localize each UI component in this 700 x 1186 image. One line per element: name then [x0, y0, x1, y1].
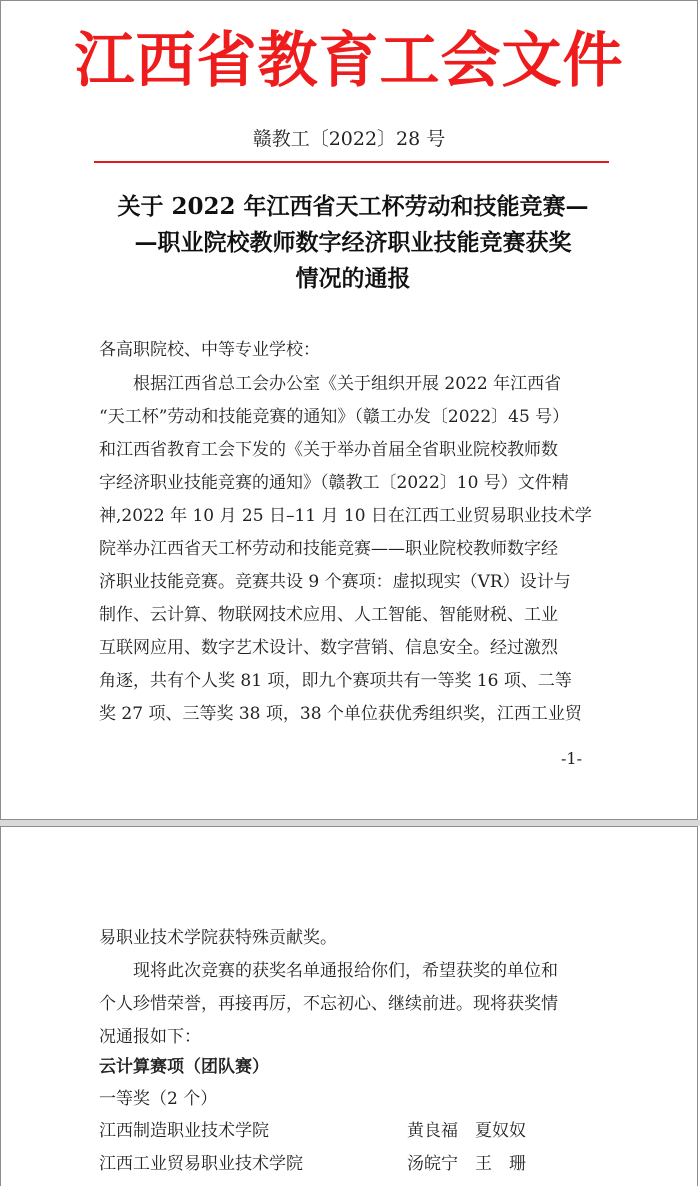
body-line: 互联网应用、数字艺术设计、数字营销、信息安全。经过激烈 [99, 638, 558, 658]
body-line: 字经济职业技能竞赛的通知》（赣教工〔2022〕10 号）文件精 [99, 473, 569, 493]
body-line: 个人珍惜荣誉，再接再厉，不忘初心、继续前进。现将获奖情 [99, 994, 558, 1014]
body-line: 制作、云计算、物联网技术应用、人工智能、智能财税、工业 [99, 605, 558, 625]
body-line: 和江西省教育工会下发的《关于举办首届全省职业院校教师数 [99, 440, 558, 460]
notice-title [93, 189, 613, 297]
award-school: 江西制造职业技术学院 [99, 1121, 269, 1141]
section-heading: 云计算赛项（团队赛） [99, 1057, 269, 1077]
award-names: 汤皖宁 王 珊 [407, 1154, 526, 1174]
body-line: 济职业技能竞赛。竞赛共设 9 个赛项：虚拟现实（VR）设计与 [99, 572, 571, 592]
body-line: 角逐，共有个人奖 81 项，即九个赛项共有一等奖 16 项、二等 [99, 671, 572, 691]
salutation: 各高职院校、中等专业学校： [99, 340, 320, 360]
title-line: 情况的通报 [295, 265, 411, 292]
title-line: —职业院校教师数字经济职业技能竞赛获奖 [134, 229, 572, 256]
body-line: 现将此次竞赛的获奖名单通报给你们，希望获奖的单位和 [133, 961, 558, 981]
body-line: 易职业技术学院获特殊贡献奖。 [99, 928, 337, 948]
body-line: 院举办江西省天工杯劳动和技能竞赛——职业院校教师数字经 [99, 539, 558, 559]
document-number: 赣教工〔2022〕28 号 [252, 128, 446, 150]
award-heading: 一等奖（2 个） [99, 1089, 218, 1109]
award-names: 黄良福 夏奴奴 [407, 1121, 526, 1141]
red-divider-line [94, 161, 609, 163]
body-line: 况通报如下： [99, 1027, 201, 1047]
title-line: 关于 2022 年江西省天工杯劳动和技能竞赛— [117, 193, 589, 220]
award-school: 江西工业贸易职业技术学院 [99, 1154, 303, 1174]
body-line: 奖 27 项、三等奖 38 项，38 个单位获优秀组织奖，江西工业贸 [99, 704, 582, 724]
document-page-2 [0, 826, 698, 1186]
body-line: 神,2022 年 10 月 25 日–11 月 10 日在江西工业贸易职业技术学 [99, 506, 592, 526]
body-line: “天工杯”劳动和技能竞赛的通知》（赣工办发〔2022〕45 号） [99, 407, 570, 427]
body-line: 根据江西省总工会办公室《关于组织开展 2022 年江西省 [133, 374, 562, 394]
page-number: -1- [561, 749, 582, 768]
masthead-title: 江西省教育工会文件 [74, 26, 624, 96]
